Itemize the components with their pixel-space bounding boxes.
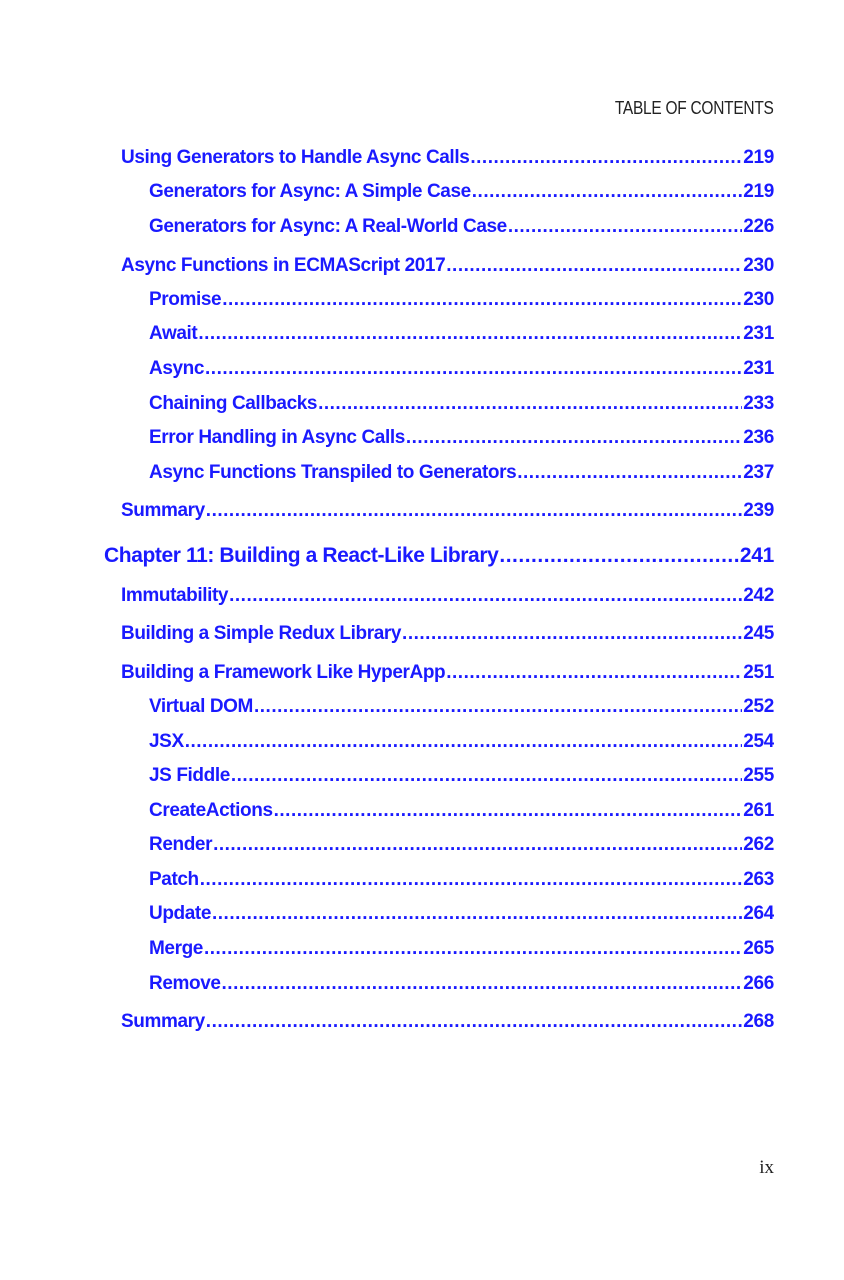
dot-leader: [205, 357, 742, 381]
dot-leader: [254, 695, 742, 719]
toc-entry[interactable]: [149, 799, 774, 823]
toc-entry-title: Generators for Async: A Real-World Case: [149, 216, 507, 237]
toc-entry[interactable]: [149, 937, 774, 961]
toc-entry[interactable]: [149, 764, 774, 788]
toc-entry-page: 239: [743, 500, 774, 521]
toc-entry[interactable]: [149, 972, 774, 996]
dot-leader: [213, 833, 742, 857]
toc-entry-page: 219: [743, 147, 774, 168]
toc-entry[interactable]: [149, 392, 774, 416]
toc-entry-page: 255: [743, 765, 774, 786]
dot-leader: [198, 322, 742, 346]
dot-leader: [204, 937, 742, 961]
toc-entry-title: Chaining Callbacks: [149, 393, 318, 414]
dot-leader: [222, 288, 742, 312]
toc-entry-page: 264: [743, 903, 774, 924]
toc-entry[interactable]: [121, 254, 774, 278]
toc-entry-page: 251: [743, 662, 774, 683]
toc-entry[interactable]: [121, 622, 774, 646]
toc-entry-title: Async: [149, 358, 205, 379]
toc-entry-page: 230: [743, 289, 774, 310]
toc-entry-title: Using Generators to Handle Async Calls: [121, 147, 470, 168]
toc-entry[interactable]: [121, 499, 774, 523]
dot-leader: [446, 661, 742, 685]
toc-entry[interactable]: [149, 215, 774, 239]
dot-leader: [508, 215, 742, 239]
dot-leader: [222, 972, 743, 996]
toc-entry[interactable]: [149, 322, 774, 346]
toc-entry[interactable]: [149, 695, 774, 719]
toc-entry-title: Remove: [149, 973, 221, 994]
toc-entry-title: Building a Framework Like HyperApp: [121, 662, 446, 683]
toc-entry-page: 262: [743, 834, 774, 855]
toc-entry-page: 266: [743, 973, 774, 994]
toc-entry-page: 236: [743, 427, 774, 448]
toc-entry-title: CreateActions: [149, 800, 273, 821]
toc-entry-page: 231: [743, 358, 774, 379]
toc-entry[interactable]: [149, 461, 774, 485]
dot-leader: [231, 764, 742, 788]
toc-entry-title: Promise: [149, 289, 222, 310]
toc-entry-page: 265: [743, 938, 774, 959]
toc-entry[interactable]: [121, 1010, 774, 1034]
toc-entry-title: Async Functions Transpiled to Generators: [149, 462, 517, 483]
toc-entry-page: 252: [743, 696, 774, 717]
toc-entry-title: JS Fiddle: [149, 765, 230, 786]
toc-entry-page: 261: [743, 800, 774, 821]
toc-entry-page: 268: [743, 1011, 774, 1032]
toc-entry-page: 219: [743, 181, 774, 202]
dot-leader: [406, 426, 742, 450]
toc-entry-title: Virtual DOM: [149, 696, 253, 717]
toc-entry-page: 237: [743, 462, 774, 483]
toc-chapter-entry[interactable]: [104, 542, 774, 570]
toc-entry[interactable]: [149, 902, 774, 926]
dot-leader: [206, 499, 742, 523]
running-head: TABLE OF CONTENTS: [615, 98, 774, 118]
toc-entry[interactable]: [149, 426, 774, 450]
toc-entry[interactable]: [121, 146, 774, 170]
toc-entry-page: 226: [743, 216, 774, 237]
toc-entry[interactable]: [149, 833, 774, 857]
toc-entry-title: Error Handling in Async Calls: [149, 427, 405, 448]
page-number: ix: [759, 1157, 774, 1178]
toc-entry-title: Generators for Async: A Simple Case: [149, 181, 471, 202]
dot-leader: [472, 180, 742, 204]
toc-entry[interactable]: [121, 661, 774, 685]
toc-entry[interactable]: [149, 180, 774, 204]
dot-leader: [200, 868, 742, 892]
dot-leader: [318, 392, 742, 416]
toc-entry-page: 254: [743, 731, 774, 752]
toc-entry-title: Summary: [121, 1011, 205, 1032]
toc-entry-page: 242: [743, 585, 774, 606]
dot-leader: [212, 902, 742, 926]
toc-entry[interactable]: [149, 357, 774, 381]
dot-leader: [446, 254, 742, 278]
toc-entry-title: Immutability: [121, 585, 229, 606]
toc-entry[interactable]: [149, 868, 774, 892]
dot-leader: [229, 584, 742, 608]
dot-leader: [470, 146, 742, 170]
toc-entry-page: 231: [743, 323, 774, 344]
toc-entry[interactable]: [149, 288, 774, 312]
toc-entry-page: 245: [743, 623, 774, 644]
dot-leader: [206, 1010, 742, 1034]
dot-leader: [274, 799, 743, 823]
toc-entry-title: Summary: [121, 500, 205, 521]
toc-entry-title: Update: [149, 903, 211, 924]
dot-leader: [185, 730, 742, 754]
toc-entry-title: Async Functions in ECMAScript 2017: [121, 255, 446, 276]
dot-leader: [499, 542, 738, 570]
toc-entry-title: Merge: [149, 938, 203, 959]
dot-leader: [402, 622, 742, 646]
toc-entry[interactable]: [121, 584, 774, 608]
toc-entry-title: Await: [149, 323, 198, 344]
toc-entry-title: Render: [149, 834, 213, 855]
toc-entry-title: Patch: [149, 869, 199, 890]
toc-entry-page: 263: [743, 869, 774, 890]
toc-entry[interactable]: [149, 730, 774, 754]
toc-entry-page: 241: [739, 544, 774, 567]
toc-entry-title: JSX: [149, 731, 184, 752]
toc-entry-page: 233: [743, 393, 774, 414]
toc-entry-title: Building a Simple Redux Library: [121, 623, 402, 644]
toc-entry-title: Chapter 11: Building a React-Like Library: [104, 544, 499, 567]
dot-leader: [517, 461, 742, 485]
toc-entry-page: 230: [743, 255, 774, 276]
